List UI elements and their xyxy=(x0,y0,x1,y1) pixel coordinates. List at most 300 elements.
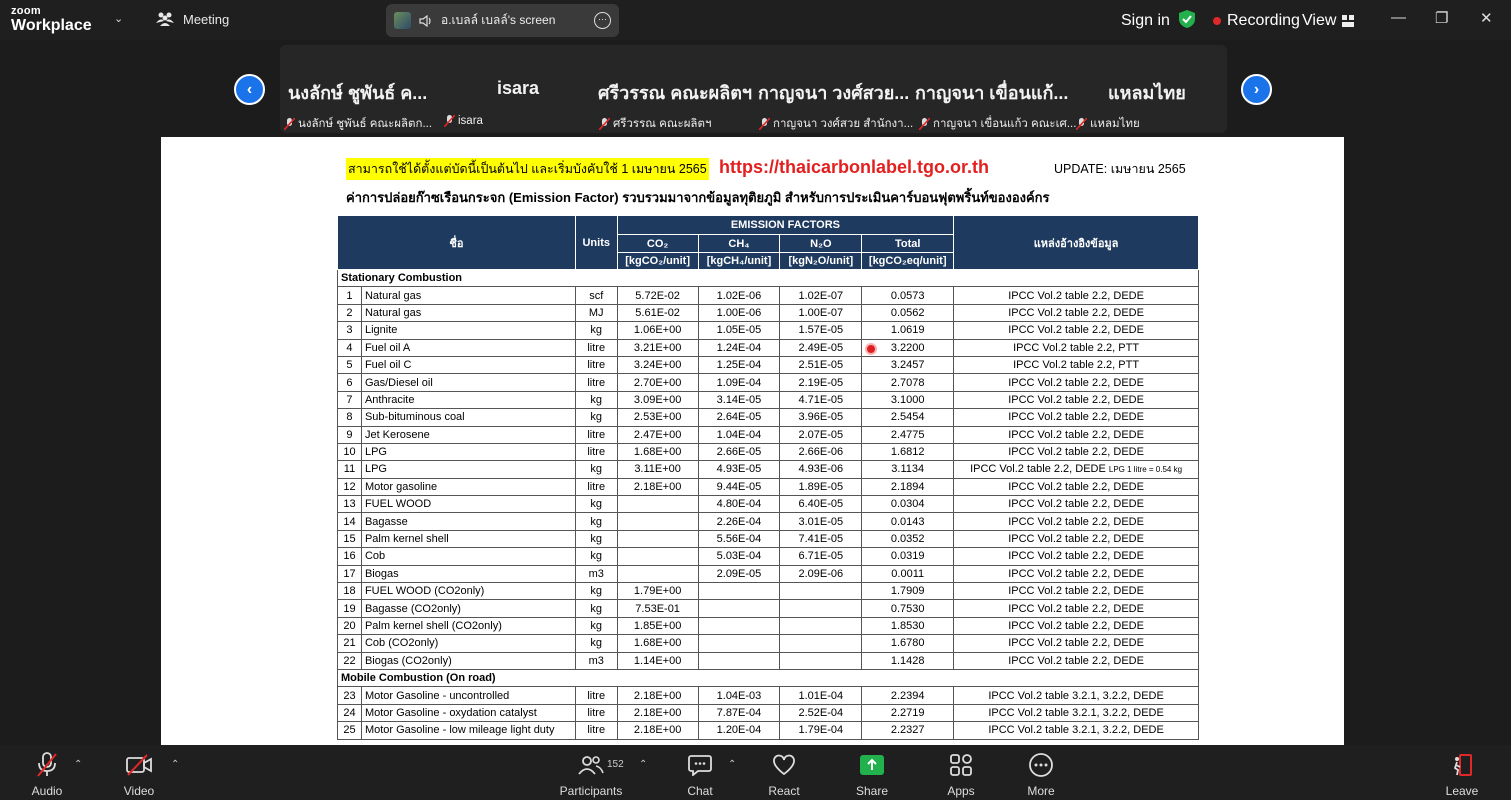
row-ch4-text: 1.04E-03 xyxy=(716,689,762,702)
participant-name: isara xyxy=(497,78,540,98)
table-row xyxy=(338,339,1199,356)
row-co2 xyxy=(617,356,698,373)
row-unit xyxy=(575,600,617,617)
row-n2o xyxy=(780,496,862,513)
row-name xyxy=(361,339,575,356)
row-name xyxy=(361,704,575,721)
row-co2-text: 3.09E+00 xyxy=(633,393,682,406)
row-number-text: 2 xyxy=(346,306,353,319)
row-ch4-text: 1.02E-06 xyxy=(716,289,762,302)
participant-tile[interactable] xyxy=(912,45,1077,133)
row-source-text: IPCC Vol.2 table 2.2, DEDE xyxy=(1008,567,1144,580)
row-source xyxy=(954,322,1199,339)
row-unit-text: scf xyxy=(589,289,604,302)
sign-in-link[interactable]: Sign in xyxy=(1121,12,1170,29)
row-co2 xyxy=(617,322,698,339)
apps-button[interactable] xyxy=(941,751,981,798)
audio-button[interactable] xyxy=(22,751,72,798)
row-ch4-text: 1.25E-04 xyxy=(716,359,762,372)
row-n2o-text: 6.71E-05 xyxy=(798,550,844,563)
row-co2 xyxy=(617,374,698,391)
react-button[interactable] xyxy=(764,751,804,798)
row-n2o xyxy=(780,461,862,478)
row-unit xyxy=(575,530,617,547)
row-n2o xyxy=(780,426,862,443)
row-name-text: Fuel oil A xyxy=(364,341,411,354)
row-total xyxy=(862,287,954,304)
row-number-text: 4 xyxy=(346,341,353,354)
row-total xyxy=(862,722,954,739)
row-total-text: 0.7530 xyxy=(890,602,925,615)
row-co2-text: 3.21E+00 xyxy=(633,341,682,354)
participant-name: กาญจนา วงศ์สวย... xyxy=(758,83,910,103)
row-number xyxy=(338,548,362,565)
participant-label-text: แหลมไทย xyxy=(1090,118,1140,130)
row-ch4 xyxy=(698,339,780,356)
row-n2o xyxy=(780,583,862,600)
row-name-text: Motor Gasoline - oxydation catalyst xyxy=(364,706,537,719)
section-row xyxy=(338,270,1199,287)
row-source xyxy=(954,287,1199,304)
row-name-text: Biogas xyxy=(364,567,399,580)
table-row xyxy=(338,478,1199,495)
row-unit xyxy=(575,496,617,513)
row-co2-text: 3.24E+00 xyxy=(633,359,682,372)
row-co2-text: 2.53E+00 xyxy=(633,411,682,424)
apps-icon xyxy=(949,753,973,777)
table-row xyxy=(338,287,1199,304)
row-co2-text: 2.70E+00 xyxy=(633,376,682,389)
row-n2o-text: 1.89E-05 xyxy=(798,480,844,493)
row-number xyxy=(338,704,362,721)
row-name-text: Bagasse xyxy=(364,515,408,528)
section-title: Mobile Combustion (On road) xyxy=(338,669,1199,686)
table-row xyxy=(338,565,1199,582)
row-number-text: 15 xyxy=(343,533,356,546)
row-ch4 xyxy=(698,304,780,321)
more-button[interactable] xyxy=(1021,751,1061,798)
prev-page-button[interactable]: ‹ xyxy=(234,74,265,105)
more-icon xyxy=(1028,752,1054,778)
row-total-text: 0.0304 xyxy=(890,498,925,511)
more-icon[interactable]: ··· xyxy=(594,12,611,29)
row-n2o xyxy=(780,565,862,582)
row-unit xyxy=(575,704,617,721)
row-number xyxy=(338,583,362,600)
row-source xyxy=(954,443,1199,460)
row-total-text: 1.8530 xyxy=(890,620,925,632)
row-unit xyxy=(575,478,617,495)
chevron-down-icon[interactable]: ⌄ xyxy=(114,13,124,25)
table-row xyxy=(338,409,1199,426)
row-unit-text: kg xyxy=(590,550,603,563)
row-number-text: 25 xyxy=(343,724,356,737)
row-unit xyxy=(575,304,617,321)
row-name-text: Motor Gasoline - low mileage light duty xyxy=(364,724,555,737)
close-icon[interactable]: ✕ xyxy=(1480,10,1493,27)
table-row xyxy=(338,704,1199,721)
row-source xyxy=(954,530,1199,547)
header-n2o-unit: [kgN₂O/unit] xyxy=(780,253,862,270)
row-source xyxy=(954,704,1199,721)
row-name-text: Palm kernel shell xyxy=(364,533,449,546)
row-unit xyxy=(575,322,617,339)
row-ch4-text: 7.87E-04 xyxy=(716,706,762,719)
row-name-text: Palm kernel shell (CO2only) xyxy=(364,620,502,632)
screen-share-pill[interactable] xyxy=(386,4,619,37)
table-row xyxy=(338,687,1199,704)
row-unit xyxy=(575,443,617,460)
row-total xyxy=(862,548,954,565)
row-ch4 xyxy=(698,426,780,443)
row-total-text: 0.0319 xyxy=(890,550,925,563)
participant-name: แหลมไทย xyxy=(1108,83,1186,103)
top-bar xyxy=(0,0,1511,40)
row-source xyxy=(954,687,1199,704)
row-name xyxy=(361,548,575,565)
row-ch4 xyxy=(698,496,780,513)
row-ch4-text: 2.09E-05 xyxy=(716,567,762,580)
table-row xyxy=(338,426,1199,443)
row-ch4-text: 4.93E-05 xyxy=(716,463,762,476)
row-unit xyxy=(575,565,617,582)
row-number-text: 17 xyxy=(343,567,356,580)
row-ch4 xyxy=(698,704,780,721)
row-unit-text: litre xyxy=(587,359,606,372)
source-url: https://thaicarbonlabel.tgo.or.th xyxy=(719,157,989,177)
row-name xyxy=(361,617,575,634)
row-number-text: 7 xyxy=(346,393,353,406)
audio-options-chevron-icon[interactable]: ⌃ xyxy=(74,759,83,770)
recording-dot-icon xyxy=(1213,17,1221,25)
row-name xyxy=(361,635,575,652)
header-co2-unit: [kgCO₂/unit] xyxy=(617,253,698,270)
participant-tile[interactable] xyxy=(755,45,912,133)
row-number xyxy=(338,617,362,634)
row-name xyxy=(361,565,575,582)
row-total xyxy=(862,426,954,443)
participant-label-text: กาญจนา เขื่อนแก้ว คณะเศ... xyxy=(933,118,1077,130)
minimize-icon[interactable]: — xyxy=(1391,9,1406,26)
header-emission-factors: EMISSION FACTORS xyxy=(617,216,953,235)
row-unit-text: kg xyxy=(590,585,603,598)
row-number-text: 12 xyxy=(343,480,356,493)
row-n2o-text: 2.09E-06 xyxy=(798,567,844,580)
row-number xyxy=(338,652,362,669)
share-button[interactable] xyxy=(852,751,892,798)
row-ch4-text: 2.26E-04 xyxy=(716,515,762,528)
row-co2 xyxy=(617,635,698,652)
row-source-text: IPCC Vol.2 table 2.2, DEDE xyxy=(1008,602,1144,615)
participant-label-text: ศรีวรรณ คณะผลิตฯ xyxy=(613,118,712,130)
leave-button[interactable] xyxy=(1442,751,1482,798)
row-unit-text: kg xyxy=(590,324,603,337)
row-total-text: 0.0011 xyxy=(891,567,925,580)
row-number-text: 3 xyxy=(346,324,353,337)
row-number xyxy=(338,322,362,339)
row-n2o xyxy=(780,478,862,495)
row-name xyxy=(361,496,575,513)
row-name-text: Cob xyxy=(364,550,386,563)
leave-door-icon xyxy=(1450,753,1474,777)
row-total xyxy=(862,635,954,652)
row-source xyxy=(954,617,1199,634)
meeting-menu[interactable] xyxy=(156,11,229,27)
row-co2 xyxy=(617,583,698,600)
row-n2o xyxy=(780,635,862,652)
row-ch4 xyxy=(698,461,780,478)
row-ch4-text: 1.20E-04 xyxy=(716,724,762,737)
chat-button[interactable] xyxy=(680,751,720,798)
row-co2 xyxy=(617,513,698,530)
row-total-text: 0.0562 xyxy=(890,306,925,319)
table-row xyxy=(338,374,1199,391)
table-row xyxy=(338,635,1199,652)
row-name xyxy=(361,391,575,408)
meeting-label: Meeting xyxy=(183,11,230,27)
row-n2o-text: 1.01E-04 xyxy=(798,689,844,702)
row-name xyxy=(361,722,575,739)
row-total xyxy=(862,409,954,426)
recording-indicator[interactable] xyxy=(1213,12,1300,30)
row-co2-text: 2.18E+00 xyxy=(633,724,682,737)
row-co2 xyxy=(617,409,698,426)
row-number xyxy=(338,443,362,460)
row-source-text: IPCC Vol.2 table 3.2.1, 3.2.2, DEDE xyxy=(988,706,1164,719)
row-name xyxy=(361,513,575,530)
row-n2o xyxy=(780,513,862,530)
row-co2-text: 1.68E+00 xyxy=(633,446,682,459)
video-options-chevron-icon[interactable]: ⌃ xyxy=(171,759,180,770)
row-total-text: 3.2457 xyxy=(890,359,925,372)
participants-options-chevron-icon[interactable]: ⌃ xyxy=(639,759,648,770)
row-total-text: 1.1428 xyxy=(890,654,925,667)
muted-mic-icon xyxy=(919,118,930,130)
row-unit xyxy=(575,513,617,530)
row-ch4 xyxy=(698,443,780,460)
row-source-text: IPCC Vol.2 table 2.2, DEDE xyxy=(1008,324,1144,337)
row-co2 xyxy=(617,600,698,617)
row-ch4 xyxy=(698,322,780,339)
row-co2-text: 2.18E+00 xyxy=(633,480,682,493)
participant-tile[interactable] xyxy=(595,45,755,133)
header-ch4-unit: [kgCH₄/unit] xyxy=(698,253,780,270)
row-number-text: 11 xyxy=(343,463,356,476)
participant-label xyxy=(599,115,711,133)
row-name xyxy=(361,356,575,373)
row-total-text: 1.7909 xyxy=(890,585,925,598)
row-total xyxy=(862,356,954,373)
row-total-text: 3.2200 xyxy=(890,341,925,354)
row-unit xyxy=(575,374,617,391)
row-co2-text: 1.68E+00 xyxy=(633,637,682,650)
row-unit-text: kg xyxy=(590,637,603,650)
row-source-text: IPCC Vol.2 table 2.2, DEDE xyxy=(1008,620,1144,632)
row-n2o-text: 2.19E-05 xyxy=(798,376,844,389)
row-number-text: 24 xyxy=(343,706,356,719)
muted-mic-icon xyxy=(759,118,770,130)
row-source xyxy=(954,548,1199,565)
video-off-icon xyxy=(125,754,153,776)
participant-label xyxy=(759,115,913,133)
row-name xyxy=(361,461,575,478)
row-name-text: Cob (CO2only) xyxy=(364,637,439,650)
row-co2-text: 2.47E+00 xyxy=(633,428,682,441)
row-ch4-text: 1.00E-06 xyxy=(716,306,762,319)
row-source-text: IPCC Vol.2 table 3.2.1, 3.2.2, DEDE xyxy=(988,689,1164,702)
row-number xyxy=(338,600,362,617)
row-number-text: 21 xyxy=(343,637,356,650)
header-name: ชื่อ xyxy=(338,216,576,270)
row-unit-text: kg xyxy=(590,515,603,528)
row-unit-text: kg xyxy=(590,533,603,546)
share-pill-text: อ.เบลล์ เบลล์'s screen xyxy=(441,13,556,27)
row-source-note: LPG 1 litre = 0.54 kg xyxy=(1108,465,1183,475)
table-row xyxy=(338,652,1199,669)
row-name xyxy=(361,322,575,339)
row-total-text: 2.4775 xyxy=(890,428,925,441)
table-row xyxy=(338,617,1199,634)
row-unit-text: litre xyxy=(587,689,606,702)
row-source-text: IPCC Vol.2 table 2.2, DEDE xyxy=(1008,428,1144,441)
video-button[interactable] xyxy=(116,751,162,798)
row-total xyxy=(862,374,954,391)
row-ch4 xyxy=(698,391,780,408)
speaker-icon xyxy=(419,15,433,27)
row-source-text: IPCC Vol.2 table 2.2, DEDE xyxy=(1008,654,1144,667)
row-total-text: 1.0619 xyxy=(890,324,925,337)
share-label: Share xyxy=(855,784,889,798)
table-row xyxy=(338,548,1199,565)
participant-label xyxy=(444,115,483,127)
row-total-text: 0.0143 xyxy=(890,515,925,528)
row-number xyxy=(338,478,362,495)
row-source xyxy=(954,565,1199,582)
row-name-text: Anthracite xyxy=(364,393,415,406)
row-name xyxy=(361,409,575,426)
participant-tile[interactable] xyxy=(440,45,595,133)
row-co2 xyxy=(617,617,698,634)
row-number xyxy=(338,356,362,373)
row-n2o-text: 2.51E-05 xyxy=(798,359,844,372)
row-n2o-text: 1.02E-07 xyxy=(798,289,844,302)
participant-tile[interactable] xyxy=(280,45,440,133)
row-co2-text: 1.14E+00 xyxy=(633,654,682,667)
row-ch4 xyxy=(698,565,780,582)
row-source-text: IPCC Vol.2 table 2.2, DEDE xyxy=(1008,585,1144,598)
row-unit xyxy=(575,339,617,356)
participant-label xyxy=(284,115,432,133)
row-number-text: 19 xyxy=(343,602,356,615)
row-ch4-text: 9.44E-05 xyxy=(716,480,762,493)
view-label: View xyxy=(1302,12,1337,29)
row-number-text: 23 xyxy=(343,689,356,702)
shield-check-icon[interactable] xyxy=(1179,10,1195,28)
row-n2o-text: 2.66E-06 xyxy=(798,446,844,459)
brand-large: Workplace xyxy=(11,17,92,34)
row-total xyxy=(862,565,954,582)
row-n2o xyxy=(780,322,862,339)
shared-screen[interactable] xyxy=(161,137,1344,745)
row-total xyxy=(862,704,954,721)
row-unit xyxy=(575,652,617,669)
audio-label: Audio xyxy=(31,784,63,798)
row-n2o xyxy=(780,391,862,408)
restore-icon[interactable]: ❐ xyxy=(1435,10,1449,27)
row-name-text: Biogas (CO2only) xyxy=(364,654,452,667)
row-number-text: 5 xyxy=(346,359,353,372)
row-co2 xyxy=(617,496,698,513)
row-source-text: IPCC Vol.2 table 2.2, DEDE xyxy=(970,463,1106,476)
zoom-logo[interactable] xyxy=(11,6,92,34)
next-page-button[interactable]: › xyxy=(1241,74,1272,105)
row-n2o-text: 3.96E-05 xyxy=(798,411,844,424)
row-number xyxy=(338,461,362,478)
row-name-text: Sub-bituminous coal xyxy=(364,411,465,424)
row-unit xyxy=(575,583,617,600)
row-total-text: 2.2719 xyxy=(890,706,925,719)
participant-tile[interactable] xyxy=(1072,45,1227,133)
row-co2 xyxy=(617,443,698,460)
row-number-text: 10 xyxy=(343,446,356,459)
row-n2o-text: 1.00E-07 xyxy=(798,306,844,319)
row-n2o xyxy=(780,287,862,304)
row-n2o xyxy=(780,652,862,669)
row-total-text: 2.2394 xyxy=(890,689,925,702)
row-source xyxy=(954,478,1199,495)
row-unit xyxy=(575,548,617,565)
row-source xyxy=(954,722,1199,739)
row-name-text: FUEL WOOD xyxy=(364,498,432,511)
row-name xyxy=(361,652,575,669)
row-n2o xyxy=(780,443,862,460)
row-number-text: 20 xyxy=(343,620,356,632)
row-number-text: 6 xyxy=(346,376,353,389)
row-unit xyxy=(575,617,617,634)
pointer-indicator-icon xyxy=(865,343,877,355)
row-co2 xyxy=(617,548,698,565)
row-co2 xyxy=(617,304,698,321)
section-title: Stationary Combustion xyxy=(338,270,1199,287)
chat-options-chevron-icon[interactable]: ⌃ xyxy=(728,759,737,770)
row-co2-text: 2.18E+00 xyxy=(633,689,682,702)
table-row xyxy=(338,513,1199,530)
row-name-text: Fuel oil C xyxy=(364,359,412,372)
row-unit-text: litre xyxy=(587,706,606,719)
row-unit xyxy=(575,635,617,652)
row-n2o xyxy=(780,356,862,373)
row-ch4-text: 5.56E-04 xyxy=(716,533,762,546)
row-ch4 xyxy=(698,687,780,704)
row-unit xyxy=(575,391,617,408)
table-row xyxy=(338,722,1199,739)
row-n2o xyxy=(780,304,862,321)
row-co2-text: 5.72E-02 xyxy=(635,289,680,302)
muted-mic-icon xyxy=(599,118,610,130)
participant-label-text: กาญจนา วงศ์สวย สำนักงา... xyxy=(773,118,914,130)
row-unit-text: kg xyxy=(590,620,603,632)
row-name xyxy=(361,287,575,304)
row-unit xyxy=(575,287,617,304)
row-co2 xyxy=(617,339,698,356)
section-row xyxy=(338,669,1199,686)
view-menu[interactable] xyxy=(1302,12,1354,30)
table-body xyxy=(338,270,1199,740)
participant-label-text: นงลักษ์ ชูพันธ์ คณะผลิตก... xyxy=(298,118,433,130)
row-name-text: Bagasse (CO2only) xyxy=(364,602,461,615)
header-units: Units xyxy=(575,216,617,270)
row-ch4-text: 2.64E-05 xyxy=(716,411,762,424)
